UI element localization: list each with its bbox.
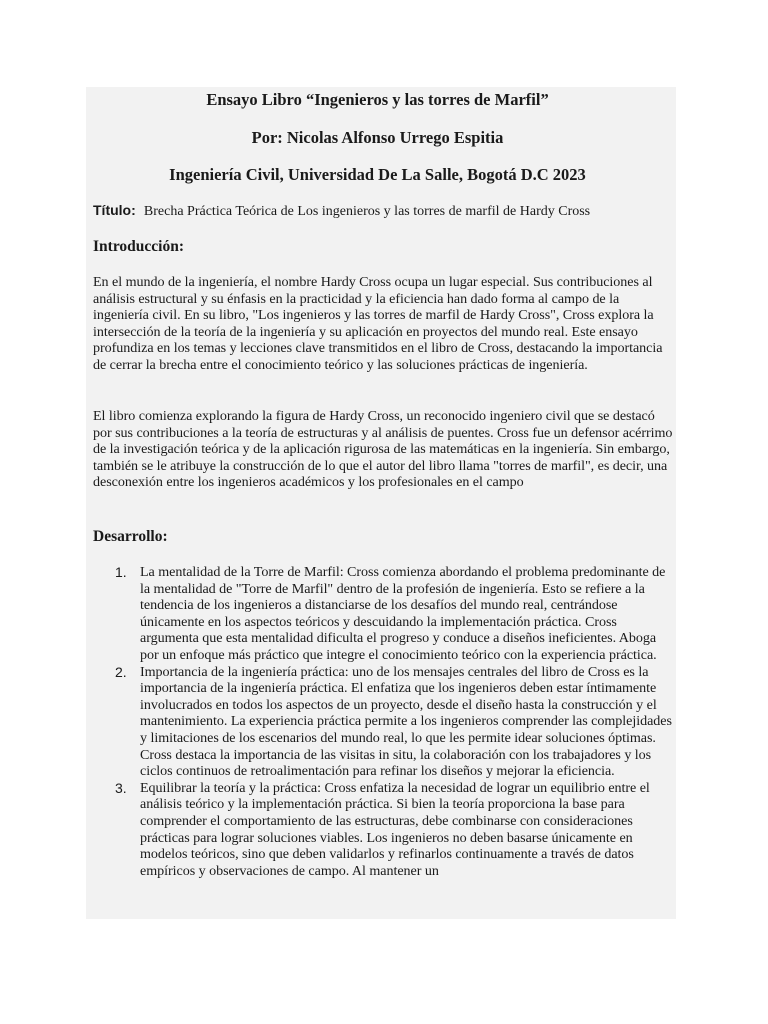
list-item <box>93 780 676 880</box>
list-item-text: Equilibrar la teoría y la práctica: Cross enfatiza la necesidad de lograr un equilibrio entre el análisis teórico y la implementación práctica. Si bien la teoría proporciona la base para comprender el comportamiento de las estructuras, debe combinarse con consideraciones prácticas para lograr soluciones viables. Los ingenieros no deben basarse únicamente en modelos teóricos, sino que deben validarlos y refinarlos continuamente a través de datos empíricos y observaciones de campo. Al mantener un <box>140 779 650 879</box>
titulo-label: Título: <box>93 202 136 218</box>
document-page <box>86 87 676 919</box>
list-item-number: 2. <box>115 663 127 680</box>
author-line: Por: Nicolas Alfonso Urrego Espitia <box>251 128 504 147</box>
titulo-text: Brecha Práctica Teórica de Los ingenieros y las torres de marfil de Hardy Cross <box>143 204 591 219</box>
intro-paragraph: El libro comienza explorando la figura de Hardy Cross, un reconocido ingeniero civil que se destacó por sus contribuciones a la teoría de estructuras y al análisis de puentes. Cross fue un defensor acérrimo de la investigación teórica y de la aplicación rigurosa de las matemáticas en la ingeniería. Sin embargo, también se le atribuye la construcción de lo que el autor del libro llama "torres de marfil", es decir, una desconexión entre los ingenieros académicos y los profesionales en el campo <box>93 408 673 491</box>
intro-paragraph: En el mundo de la ingeniería, el nombre Hardy Cross ocupa un lugar especial. Sus contribuciones al análisis estructural y su énfasis en la practicidad y la eficiencia han dado forma al campo de la ingeniería civil. En su libro, "Los ingenieros y las torres de marfil de Hardy Cross", Cross explora la intersección de la teoría de la ingeniería y su aplicación en proyectos del mundo real. Este ensayo profundiza en los temas y lecciones clave transmitidos en el libro de Cross, destacando la importancia de cerrar la brecha entre el conocimiento teórico y las soluciones prácticas de ingeniería. <box>93 274 663 373</box>
list-item <box>93 564 676 664</box>
development-heading: Desarrollo: <box>93 528 168 545</box>
list-item-text: La mentalidad de la Torre de Marfil: Cross comienza abordando el problema predominante de la mentalidad de "Torre de Marfil" dentro de la profesión de ingeniería. Esto se refiere a la tendencia de los ingenieros a distanciarse de los desafíos del mundo real, centrándose únicamente en los aspectos teóricos y descuidando la implementación práctica. Cross argumenta que esta mentalidad dificulta el progreso y conduce a diseños ineficientes. Aboga por un enfoque más práctico que integre el conocimiento teórico con la experiencia práctica. <box>140 564 666 663</box>
development-list <box>93 564 676 879</box>
titulo-line <box>93 202 673 220</box>
list-item <box>93 664 676 780</box>
list-item-number: 1. <box>115 564 127 580</box>
essay-title: Ensayo Libro “Ingenieros y las torres de Marfil” <box>206 90 549 109</box>
intro-heading: Introducción: <box>93 238 185 255</box>
list-item-number: 3. <box>115 779 127 796</box>
institution-line: Ingeniería Civil, Universidad De La Salle, Bogotá D.C 2023 <box>169 165 586 184</box>
list-item-text: Importancia de la ingeniería práctica: uno de los mensajes centrales del libro de Cross es la importancia de la ingeniería práctica. El enfatiza que los ingenieros deben estar íntimamente involucrados en todos los aspectos de un proyecto, desde el diseño hasta la construcción y el mantenimiento. La experiencia práctica permite a los ingenieros comprender las complejidades y limitaciones de los escenarios del mundo real, lo que les permite idear soluciones óptimas. Cross destaca la importancia de las visitas in situ, la colaboración con los trabajadores y los ciclos continuos de retroalimentación para refinar los diseños y mejorar la eficiencia. <box>140 663 672 780</box>
